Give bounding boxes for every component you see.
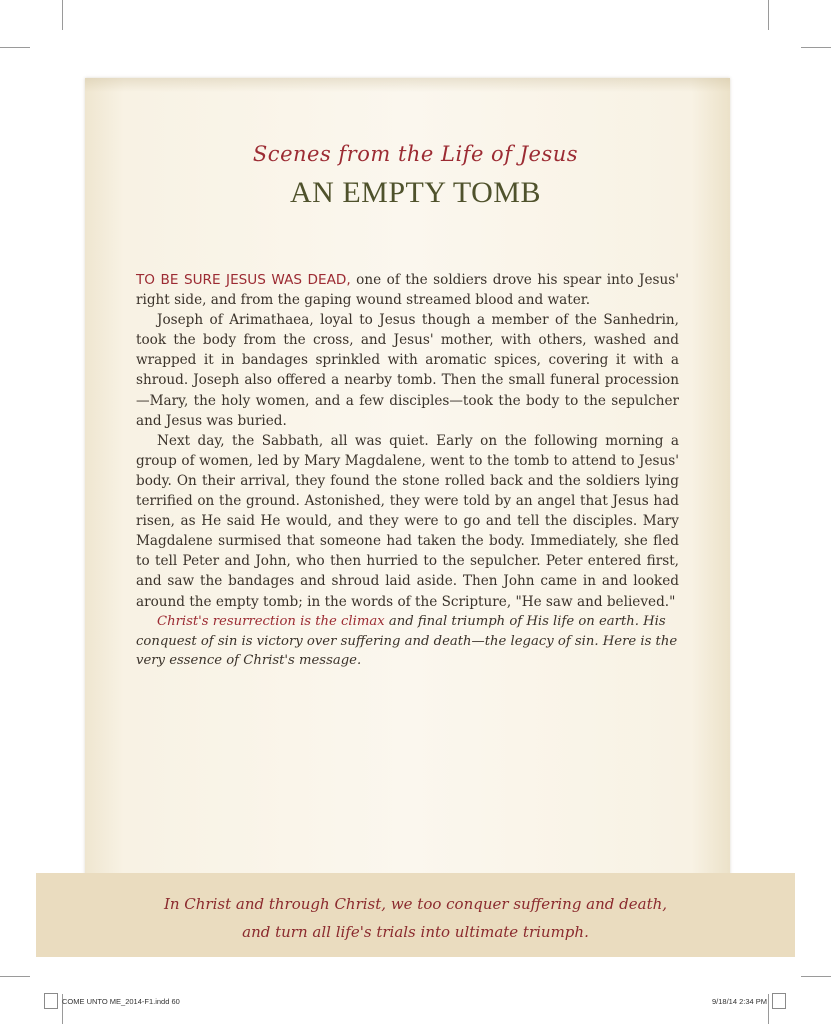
paragraph-3: Next day, the Sabbath, all was quiet. Early on the following morning a group of women, led by Mary Magdalene, went to the tomb to attend to Jesus' body. On their arrival, they found the stone rolled back and the soldiers lying terrified on the ground. Astonished, they were told by an angel that Jesus had risen, as He said He would, and they were to go and tell the disciples. Mary Magdalene surmised that someone had taken the body. Immediately, she fled to tell Peter and John, who then hurried to the sepulcher. Peter entered first, and saw the bandages and shroud laid aside. Then John came in and looked around the empty tomb; in the words of the Scripture, "He saw and believed." <box>136 432 679 610</box>
paragraph-1-text: one of the soldiers drove his spear into Jesus' right side, and from the gaping wound streamed blood and water. <box>136 272 679 309</box>
paragraph-1 <box>136 270 679 310</box>
slug-box <box>772 993 786 1009</box>
crop-mark <box>801 976 831 977</box>
quote-line-1: In Christ and through Christ, we too conquer suffering and death, <box>163 895 668 913</box>
slug-box <box>44 993 58 1009</box>
body-text <box>136 270 679 612</box>
crop-mark <box>62 0 63 30</box>
lead-in: TO BE SURE JESUS WAS DEAD, <box>136 272 351 288</box>
page-title: AN EMPTY TOMB <box>290 176 541 209</box>
slug-filename: COME UNTO ME_2014-F1.indd 60 <box>62 997 180 1006</box>
slug-timestamp: 9/18/14 2:34 PM <box>712 997 768 1006</box>
crop-mark <box>768 0 769 30</box>
closing-text <box>136 612 679 671</box>
crop-mark <box>0 47 30 48</box>
crop-mark <box>0 976 30 977</box>
paragraph-2: Joseph of Arimathaea, loyal to Jesus though a member of the Sanhedrin, took the body from the cross, and Jesus' mother, with others, washed and wrapped it in bandages sprinkled with aromatic spices, covering it with a shroud. Joseph also offered a nearby tomb. Then the small funeral procession—Mary, the holy women, and a few disciples—took the body to the sepulcher and Jesus was buried. <box>136 312 679 429</box>
closing-rest: and final triumph of His life on earth. His conquest of sin is victory over suffering and death—the legacy of sin. Here is the very essence of Christ's message. <box>136 614 678 669</box>
closing-paragraph <box>136 612 679 671</box>
quote-line-2: and turn all life's trials into ultimate triumph. <box>242 923 589 941</box>
quote-band <box>36 873 795 957</box>
page-subtitle: Scenes from the Life of Jesus <box>252 142 579 166</box>
crop-mark <box>801 47 831 48</box>
closing-lead-in: Christ's resurrection is the climax <box>157 614 385 629</box>
crop-mark <box>768 994 769 1024</box>
